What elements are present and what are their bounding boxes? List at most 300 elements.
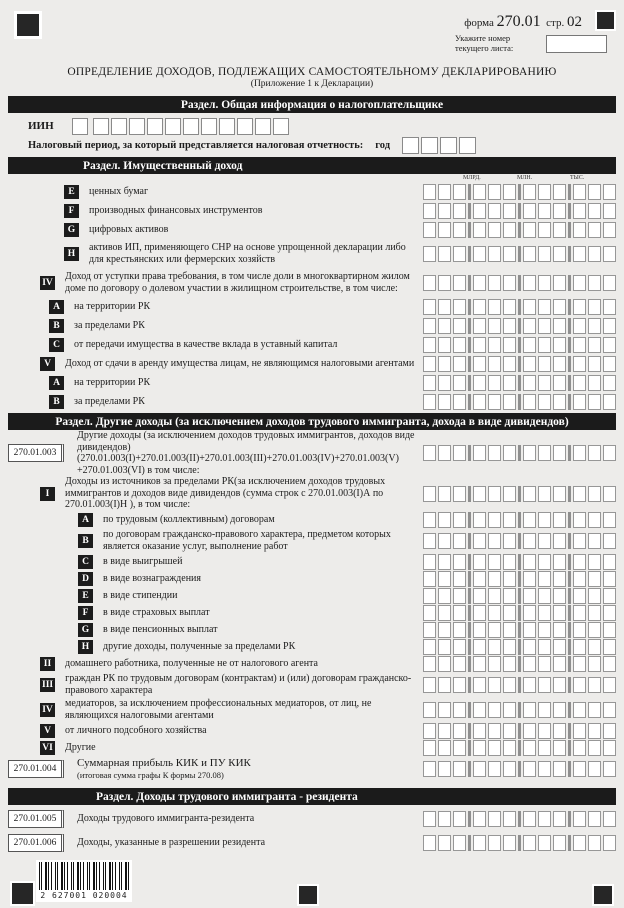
amount-cell[interactable] (488, 222, 501, 238)
amount-cell[interactable] (453, 318, 466, 334)
amount-cell[interactable] (438, 622, 451, 638)
amount-cell[interactable] (453, 203, 466, 219)
amount-cell[interactable] (423, 835, 436, 851)
amount-cell[interactable] (573, 835, 586, 851)
amount-cell[interactable] (423, 512, 436, 528)
amount-cell[interactable] (438, 299, 451, 315)
amount-cell[interactable] (588, 740, 601, 756)
amount-cell[interactable] (553, 394, 566, 410)
amount-cell[interactable] (603, 246, 616, 262)
amount-cell[interactable] (538, 299, 551, 315)
amount-cell[interactable] (473, 246, 486, 262)
amount-cell[interactable] (523, 835, 536, 851)
amount-cell[interactable] (523, 275, 536, 291)
amount-cell[interactable] (573, 677, 586, 693)
amount-cell[interactable] (553, 203, 566, 219)
amount-cell[interactable] (523, 375, 536, 391)
amount-cell[interactable] (438, 723, 451, 739)
amount-cell[interactable] (503, 622, 516, 638)
amount-cell[interactable] (438, 761, 451, 777)
amount-cell[interactable] (473, 356, 486, 372)
amount-cell[interactable] (523, 318, 536, 334)
amount-cell[interactable] (588, 512, 601, 528)
amount-cell[interactable] (473, 533, 486, 549)
iin-cell[interactable] (255, 118, 271, 135)
amount-cell[interactable] (423, 184, 436, 200)
amount-cell[interactable] (573, 639, 586, 655)
amount-cell[interactable] (573, 740, 586, 756)
amount-cell[interactable] (423, 203, 436, 219)
amount-cell[interactable] (488, 588, 501, 604)
iin-cell[interactable] (147, 118, 163, 135)
amount-cell[interactable] (488, 622, 501, 638)
amount-cell[interactable] (588, 588, 601, 604)
amount-cell[interactable] (423, 639, 436, 655)
amount-cell[interactable] (438, 275, 451, 291)
amount-cell[interactable] (453, 740, 466, 756)
amount-cell[interactable] (573, 622, 586, 638)
amount-cell[interactable] (503, 275, 516, 291)
amount-cell[interactable] (488, 512, 501, 528)
amount-cell[interactable] (573, 512, 586, 528)
iin-cell[interactable] (219, 118, 235, 135)
year-cell[interactable] (459, 137, 476, 154)
amount-cell[interactable] (523, 337, 536, 353)
amount-cell[interactable] (423, 246, 436, 262)
amount-cell[interactable] (503, 486, 516, 502)
amount-cell[interactable] (473, 622, 486, 638)
amount-cell[interactable] (488, 677, 501, 693)
amount-cell[interactable] (553, 677, 566, 693)
amount-cell[interactable] (588, 702, 601, 718)
amount-cell[interactable] (438, 835, 451, 851)
amount-cell[interactable] (523, 761, 536, 777)
amount-cell[interactable] (553, 337, 566, 353)
amount-cell[interactable] (603, 222, 616, 238)
amount-cell[interactable] (603, 835, 616, 851)
amount-cell[interactable] (423, 677, 436, 693)
amount-cell[interactable] (538, 723, 551, 739)
amount-cell[interactable] (538, 639, 551, 655)
amount-cell[interactable] (603, 375, 616, 391)
amount-cell[interactable] (573, 761, 586, 777)
amount-cell[interactable] (538, 835, 551, 851)
amount-cell[interactable] (588, 723, 601, 739)
amount-cell[interactable] (553, 275, 566, 291)
amount-cell[interactable] (573, 375, 586, 391)
amount-cell[interactable] (473, 761, 486, 777)
amount-cell[interactable] (423, 761, 436, 777)
amount-cell[interactable] (538, 445, 551, 461)
amount-cell[interactable] (538, 486, 551, 502)
amount-cell[interactable] (503, 588, 516, 604)
amount-cell[interactable] (423, 811, 436, 827)
amount-cell[interactable] (503, 656, 516, 672)
amount-cell[interactable] (588, 835, 601, 851)
amount-cell[interactable] (573, 275, 586, 291)
amount-cell[interactable] (503, 702, 516, 718)
amount-cell[interactable] (603, 761, 616, 777)
amount-cell[interactable] (603, 639, 616, 655)
amount-cell[interactable] (573, 203, 586, 219)
amount-cell[interactable] (523, 605, 536, 621)
amount-cell[interactable] (453, 761, 466, 777)
amount-cell[interactable] (588, 622, 601, 638)
amount-cell[interactable] (553, 622, 566, 638)
amount-cell[interactable] (538, 275, 551, 291)
amount-cell[interactable] (453, 622, 466, 638)
amount-cell[interactable] (453, 677, 466, 693)
amount-cell[interactable] (423, 622, 436, 638)
year-cell[interactable] (421, 137, 438, 154)
amount-cell[interactable] (553, 605, 566, 621)
amount-cell[interactable] (573, 605, 586, 621)
amount-cell[interactable] (503, 356, 516, 372)
amount-cell[interactable] (488, 275, 501, 291)
amount-cell[interactable] (438, 554, 451, 570)
amount-cell[interactable] (538, 375, 551, 391)
amount-cell[interactable] (438, 656, 451, 672)
iin-cell[interactable] (183, 118, 199, 135)
amount-cell[interactable] (553, 811, 566, 827)
amount-cell[interactable] (503, 394, 516, 410)
amount-cell[interactable] (423, 605, 436, 621)
amount-cell[interactable] (423, 394, 436, 410)
amount-cell[interactable] (573, 486, 586, 502)
amount-cell[interactable] (488, 246, 501, 262)
amount-cell[interactable] (603, 512, 616, 528)
iin-cell[interactable] (129, 118, 145, 135)
amount-cell[interactable] (523, 222, 536, 238)
amount-cell[interactable] (553, 486, 566, 502)
amount-cell[interactable] (538, 337, 551, 353)
amount-cell[interactable] (503, 571, 516, 587)
amount-cell[interactable] (488, 723, 501, 739)
amount-cell[interactable] (603, 622, 616, 638)
amount-cell[interactable] (553, 533, 566, 549)
amount-cell[interactable] (423, 702, 436, 718)
amount-cell[interactable] (453, 702, 466, 718)
amount-cell[interactable] (603, 740, 616, 756)
amount-cell[interactable] (438, 811, 451, 827)
amount-cell[interactable] (503, 554, 516, 570)
amount-cell[interactable] (473, 656, 486, 672)
amount-cell[interactable] (438, 246, 451, 262)
amount-cell[interactable] (503, 740, 516, 756)
amount-cell[interactable] (523, 184, 536, 200)
amount-cell[interactable] (573, 299, 586, 315)
amount-cell[interactable] (603, 337, 616, 353)
amount-cell[interactable] (423, 486, 436, 502)
iin-cell[interactable] (111, 118, 127, 135)
amount-cell[interactable] (573, 184, 586, 200)
amount-cell[interactable] (503, 246, 516, 262)
amount-cell[interactable] (603, 723, 616, 739)
amount-cell[interactable] (538, 246, 551, 262)
amount-cell[interactable] (488, 184, 501, 200)
amount-cell[interactable] (488, 554, 501, 570)
amount-cell[interactable] (573, 318, 586, 334)
amount-cell[interactable] (438, 605, 451, 621)
amount-cell[interactable] (588, 356, 601, 372)
amount-cell[interactable] (553, 445, 566, 461)
amount-cell[interactable] (553, 723, 566, 739)
amount-cell[interactable] (588, 337, 601, 353)
amount-cell[interactable] (553, 299, 566, 315)
amount-cell[interactable] (523, 554, 536, 570)
amount-cell[interactable] (523, 639, 536, 655)
amount-cell[interactable] (438, 639, 451, 655)
amount-cell[interactable] (503, 445, 516, 461)
amount-cell[interactable] (538, 512, 551, 528)
amount-cell[interactable] (603, 811, 616, 827)
amount-cell[interactable] (538, 571, 551, 587)
amount-cell[interactable] (553, 835, 566, 851)
amount-cell[interactable] (538, 702, 551, 718)
iin-cell[interactable] (273, 118, 289, 135)
amount-cell[interactable] (538, 588, 551, 604)
amount-cell[interactable] (488, 605, 501, 621)
amount-cell[interactable] (503, 222, 516, 238)
amount-cell[interactable] (573, 337, 586, 353)
iin-cell[interactable] (201, 118, 217, 135)
amount-cell[interactable] (503, 639, 516, 655)
amount-cell[interactable] (503, 512, 516, 528)
amount-cell[interactable] (553, 512, 566, 528)
amount-cell[interactable] (423, 723, 436, 739)
amount-cell[interactable] (423, 740, 436, 756)
iin-cell[interactable] (165, 118, 181, 135)
amount-cell[interactable] (553, 761, 566, 777)
amount-cell[interactable] (453, 554, 466, 570)
amount-cell[interactable] (538, 203, 551, 219)
amount-cell[interactable] (588, 554, 601, 570)
amount-cell[interactable] (438, 318, 451, 334)
amount-cell[interactable] (538, 184, 551, 200)
amount-cell[interactable] (453, 337, 466, 353)
amount-cell[interactable] (603, 554, 616, 570)
amount-cell[interactable] (488, 318, 501, 334)
amount-cell[interactable] (538, 394, 551, 410)
amount-cell[interactable] (603, 702, 616, 718)
amount-cell[interactable] (603, 356, 616, 372)
amount-cell[interactable] (588, 533, 601, 549)
amount-cell[interactable] (488, 656, 501, 672)
amount-cell[interactable] (473, 554, 486, 570)
amount-cell[interactable] (538, 554, 551, 570)
amount-cell[interactable] (423, 222, 436, 238)
amount-cell[interactable] (438, 394, 451, 410)
amount-cell[interactable] (523, 702, 536, 718)
amount-cell[interactable] (473, 811, 486, 827)
amount-cell[interactable] (588, 761, 601, 777)
amount-cell[interactable] (503, 811, 516, 827)
amount-cell[interactable] (503, 835, 516, 851)
amount-cell[interactable] (503, 299, 516, 315)
amount-cell[interactable] (538, 740, 551, 756)
amount-cell[interactable] (473, 723, 486, 739)
amount-cell[interactable] (488, 394, 501, 410)
amount-cell[interactable] (603, 445, 616, 461)
amount-cell[interactable] (603, 656, 616, 672)
amount-cell[interactable] (488, 761, 501, 777)
amount-cell[interactable] (538, 605, 551, 621)
amount-cell[interactable] (573, 356, 586, 372)
amount-cell[interactable] (523, 486, 536, 502)
amount-cell[interactable] (573, 445, 586, 461)
amount-cell[interactable] (453, 486, 466, 502)
amount-cell[interactable] (473, 275, 486, 291)
amount-cell[interactable] (488, 639, 501, 655)
amount-cell[interactable] (538, 656, 551, 672)
amount-cell[interactable] (438, 486, 451, 502)
amount-cell[interactable] (473, 394, 486, 410)
amount-cell[interactable] (538, 677, 551, 693)
amount-cell[interactable] (473, 184, 486, 200)
amount-cell[interactable] (438, 203, 451, 219)
amount-cell[interactable] (523, 203, 536, 219)
amount-cell[interactable] (523, 740, 536, 756)
amount-cell[interactable] (538, 356, 551, 372)
amount-cell[interactable] (573, 246, 586, 262)
iin-cell[interactable] (72, 118, 88, 135)
amount-cell[interactable] (438, 222, 451, 238)
amount-cell[interactable] (453, 656, 466, 672)
amount-cell[interactable] (603, 299, 616, 315)
amount-cell[interactable] (488, 571, 501, 587)
amount-cell[interactable] (488, 299, 501, 315)
amount-cell[interactable] (588, 445, 601, 461)
amount-cell[interactable] (573, 656, 586, 672)
amount-cell[interactable] (588, 246, 601, 262)
amount-cell[interactable] (603, 486, 616, 502)
amount-cell[interactable] (523, 811, 536, 827)
amount-cell[interactable] (603, 184, 616, 200)
amount-cell[interactable] (573, 811, 586, 827)
amount-cell[interactable] (553, 571, 566, 587)
amount-cell[interactable] (523, 571, 536, 587)
amount-cell[interactable] (553, 740, 566, 756)
amount-cell[interactable] (488, 702, 501, 718)
amount-cell[interactable] (588, 677, 601, 693)
amount-cell[interactable] (523, 656, 536, 672)
amount-cell[interactable] (488, 337, 501, 353)
amount-cell[interactable] (588, 299, 601, 315)
amount-cell[interactable] (588, 275, 601, 291)
amount-cell[interactable] (603, 571, 616, 587)
amount-cell[interactable] (423, 656, 436, 672)
amount-cell[interactable] (503, 184, 516, 200)
amount-cell[interactable] (453, 605, 466, 621)
amount-cell[interactable] (473, 375, 486, 391)
amount-cell[interactable] (573, 588, 586, 604)
amount-cell[interactable] (588, 656, 601, 672)
amount-cell[interactable] (488, 486, 501, 502)
amount-cell[interactable] (553, 222, 566, 238)
amount-cell[interactable] (438, 533, 451, 549)
amount-cell[interactable] (553, 246, 566, 262)
amount-cell[interactable] (538, 318, 551, 334)
amount-cell[interactable] (503, 318, 516, 334)
amount-cell[interactable] (503, 677, 516, 693)
amount-cell[interactable] (588, 222, 601, 238)
amount-cell[interactable] (473, 605, 486, 621)
amount-cell[interactable] (573, 554, 586, 570)
amount-cell[interactable] (588, 639, 601, 655)
amount-cell[interactable] (588, 486, 601, 502)
amount-cell[interactable] (473, 588, 486, 604)
amount-cell[interactable] (553, 184, 566, 200)
amount-cell[interactable] (473, 571, 486, 587)
amount-cell[interactable] (503, 723, 516, 739)
amount-cell[interactable] (453, 356, 466, 372)
amount-cell[interactable] (553, 702, 566, 718)
amount-cell[interactable] (523, 394, 536, 410)
amount-cell[interactable] (523, 533, 536, 549)
amount-cell[interactable] (588, 394, 601, 410)
amount-cell[interactable] (553, 318, 566, 334)
amount-cell[interactable] (588, 318, 601, 334)
amount-cell[interactable] (488, 533, 501, 549)
amount-cell[interactable] (553, 554, 566, 570)
amount-cell[interactable] (538, 811, 551, 827)
amount-cell[interactable] (473, 740, 486, 756)
amount-cell[interactable] (603, 677, 616, 693)
amount-cell[interactable] (453, 246, 466, 262)
amount-cell[interactable] (423, 337, 436, 353)
amount-cell[interactable] (523, 445, 536, 461)
iin-cell[interactable] (237, 118, 253, 135)
amount-cell[interactable] (523, 299, 536, 315)
amount-cell[interactable] (453, 445, 466, 461)
amount-cell[interactable] (423, 571, 436, 587)
current-sheet-input[interactable] (546, 35, 607, 53)
amount-cell[interactable] (453, 571, 466, 587)
amount-cell[interactable] (473, 445, 486, 461)
amount-cell[interactable] (438, 356, 451, 372)
amount-cell[interactable] (573, 571, 586, 587)
amount-cell[interactable] (438, 740, 451, 756)
amount-cell[interactable] (523, 723, 536, 739)
amount-cell[interactable] (453, 512, 466, 528)
amount-cell[interactable] (538, 222, 551, 238)
amount-cell[interactable] (573, 723, 586, 739)
amount-cell[interactable] (588, 184, 601, 200)
amount-cell[interactable] (573, 702, 586, 718)
amount-cell[interactable] (473, 835, 486, 851)
amount-cell[interactable] (453, 639, 466, 655)
amount-cell[interactable] (553, 375, 566, 391)
amount-cell[interactable] (473, 203, 486, 219)
amount-cell[interactable] (603, 203, 616, 219)
amount-cell[interactable] (523, 677, 536, 693)
amount-cell[interactable] (473, 486, 486, 502)
amount-cell[interactable] (573, 533, 586, 549)
amount-cell[interactable] (573, 394, 586, 410)
amount-cell[interactable] (423, 375, 436, 391)
amount-cell[interactable] (553, 656, 566, 672)
amount-cell[interactable] (488, 375, 501, 391)
amount-cell[interactable] (523, 588, 536, 604)
amount-cell[interactable] (473, 337, 486, 353)
amount-cell[interactable] (473, 639, 486, 655)
amount-cell[interactable] (538, 622, 551, 638)
amount-cell[interactable] (488, 445, 501, 461)
amount-cell[interactable] (453, 394, 466, 410)
amount-cell[interactable] (423, 356, 436, 372)
amount-cell[interactable] (603, 275, 616, 291)
year-cell[interactable] (440, 137, 457, 154)
